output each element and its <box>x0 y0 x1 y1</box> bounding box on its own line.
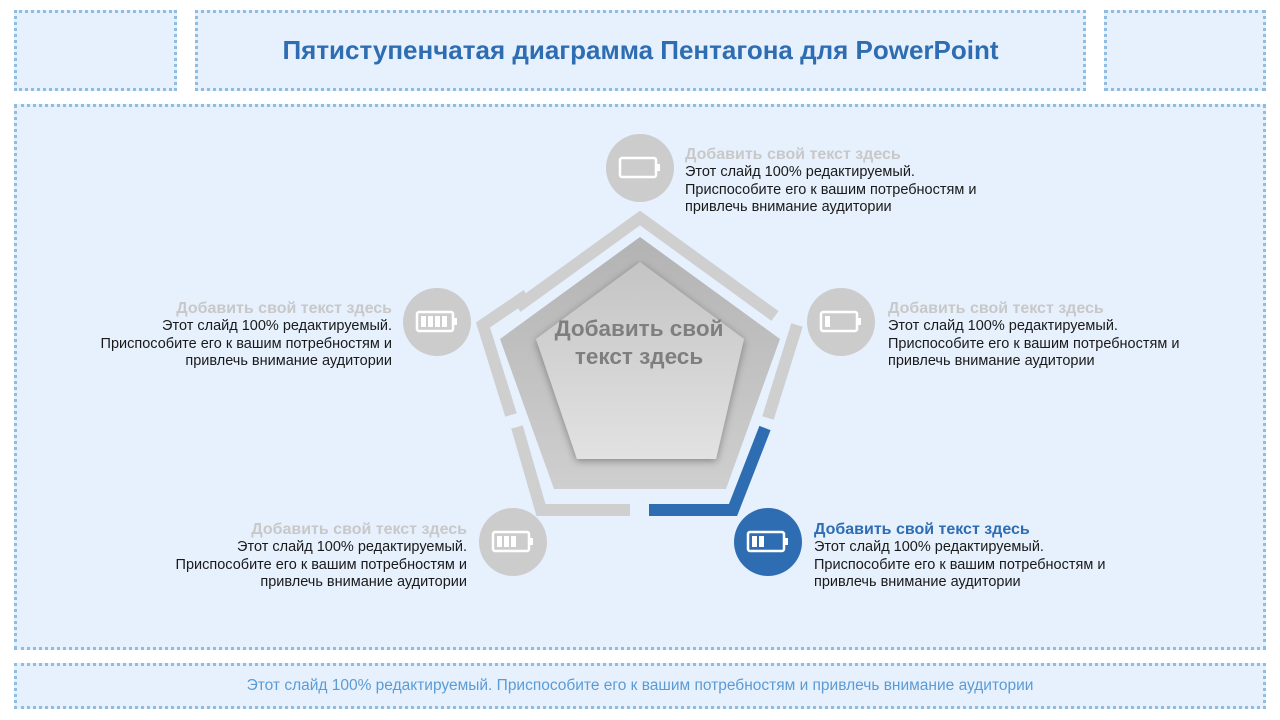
item-bottom-left-body: Этот слайд 100% редактируемый. Приспособите его к вашим потребностям и привлечь внимание аудитории <box>175 539 467 590</box>
item-bottom-left-text <box>167 520 467 592</box>
item-bottom-right-body: Этот слайд 100% редактируемый. Приспособите его к вашим потребностям и привлечь внимание аудитории <box>814 539 1106 590</box>
item-bottom-left-heading: Добавить свой текст здесь <box>251 521 467 538</box>
item-top-body: Этот слайд 100% редактируемый. Приспособите его к вашим потребностям и привлечь внимание аудитории <box>685 164 977 215</box>
circle-right <box>807 288 875 356</box>
center-label: Добавить свой текст здесь <box>554 316 724 369</box>
item-left-body: Этот слайд 100% редактируемый. Приспособите его к вашим потребностям и привлечь внимание аудитории <box>100 318 392 369</box>
item-bottom-right-heading: Добавить свой текст здесь <box>814 521 1030 538</box>
item-left-text <box>92 299 392 371</box>
item-bottom-right-text <box>814 520 1114 592</box>
circle-top <box>606 134 674 202</box>
item-right-heading: Добавить свой текст здесь <box>888 300 1104 317</box>
item-top-text <box>685 145 985 217</box>
item-right-text <box>888 299 1188 371</box>
circle-bottom-right <box>734 508 802 576</box>
slide-title: Пятиступенчатая диаграмма Пентагона для PowerPoint <box>282 35 999 65</box>
item-right-body: Этот слайд 100% редактируемый. Приспособите его к вашим потребностям и привлечь внимание аудитории <box>888 318 1180 369</box>
item-left-heading: Добавить свой текст здесь <box>176 300 392 317</box>
item-top-heading: Добавить свой текст здесь <box>685 146 901 163</box>
footer-text: Этот слайд 100% редактируемый. Приспособите его к вашим потребностям и привлечь внимание аудитории <box>246 677 1034 694</box>
